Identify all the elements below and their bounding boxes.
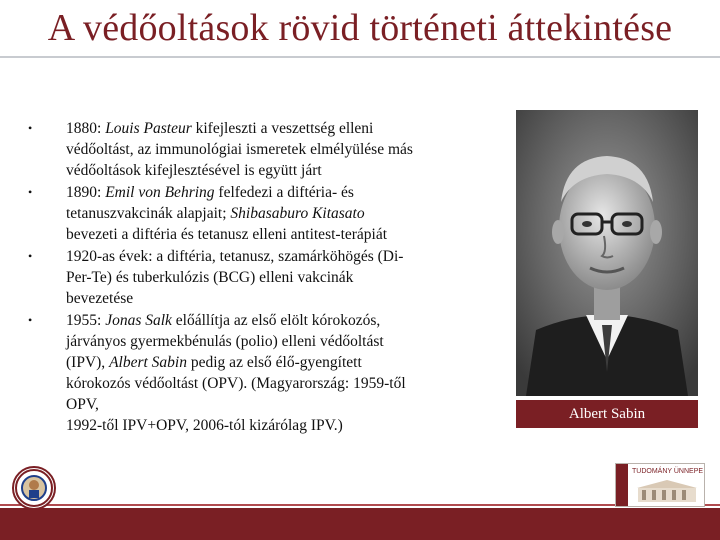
bullet-marker: • bbox=[28, 185, 33, 199]
bullet-text-fragment: 1955: bbox=[66, 312, 106, 329]
person-name: Shibasaburo Kitasato bbox=[230, 205, 365, 222]
university-seal-icon bbox=[12, 466, 56, 510]
bullet-marker: • bbox=[28, 313, 33, 327]
person-name: Emil von Behring bbox=[105, 184, 215, 201]
list-item bbox=[28, 310, 478, 436]
list-item bbox=[28, 246, 478, 309]
tudomany-unnepe-logo bbox=[615, 463, 705, 507]
bullet-text-fragment: felfedezi a diftéria- és tetanuszvakcinák alapjait; bbox=[66, 184, 354, 222]
list-item bbox=[28, 182, 478, 245]
person-name: Albert Sabin bbox=[109, 354, 187, 371]
bullet-marker: • bbox=[28, 121, 33, 135]
person-name: Jonas Salk bbox=[105, 312, 172, 329]
bullet-text bbox=[66, 184, 387, 243]
bullet-marker: • bbox=[28, 249, 33, 263]
portrait-photo bbox=[516, 110, 698, 396]
footer-line bbox=[0, 504, 720, 506]
list-item bbox=[28, 118, 478, 181]
bullet-text-fragment: előállítja az első elölt kórokozós, járványos gyermekbénulás (polio) elleni védőoltást (IPV), bbox=[66, 312, 384, 371]
bullet-text-fragment: 1920-as évek: a diftéria, tetanusz, szamárköhögés (Di- Per-Te) és tuberkulózis (BCG) elleni vakcinák bevezetése bbox=[66, 248, 404, 307]
footer-bar bbox=[0, 508, 720, 540]
person-name: Louis Pasteur bbox=[105, 120, 192, 137]
bullet-text-fragment: 1890: bbox=[66, 184, 106, 201]
logo-label: TUDOMÁNY ÜNNEPE bbox=[632, 468, 704, 475]
page-title: A védőoltások rövid történeti áttekintése bbox=[47, 7, 673, 49]
photo-caption-box bbox=[516, 400, 698, 428]
photo-caption: Albert Sabin bbox=[568, 405, 646, 422]
bullet-list bbox=[28, 118, 478, 437]
bullet-text-fragment: bevezeti a diftéria és tetanusz elleni antitest-terápiát bbox=[66, 226, 388, 243]
building-icon bbox=[632, 478, 702, 504]
bullet-text bbox=[66, 248, 403, 307]
portrait-image bbox=[516, 110, 698, 396]
title-divider bbox=[0, 56, 720, 58]
bullet-text bbox=[66, 120, 413, 179]
bullet-text bbox=[66, 312, 406, 434]
bullet-text-fragment: pedig az első élő-gyengített kórokozós védőoltást (OPV). (Magyarország: 1959-től OPV, 1992-től IPV+OPV, 2006-tól kizárólag IPV.) bbox=[66, 354, 406, 434]
logo-band bbox=[616, 464, 628, 506]
bullet-text-fragment: kifejleszti a veszettség elleni védőoltást, az immunológiai ismeretek elmélyülése más védőoltások kifejlesztésével is együtt járt bbox=[66, 120, 413, 179]
bullet-text-fragment: 1880: bbox=[66, 120, 106, 137]
